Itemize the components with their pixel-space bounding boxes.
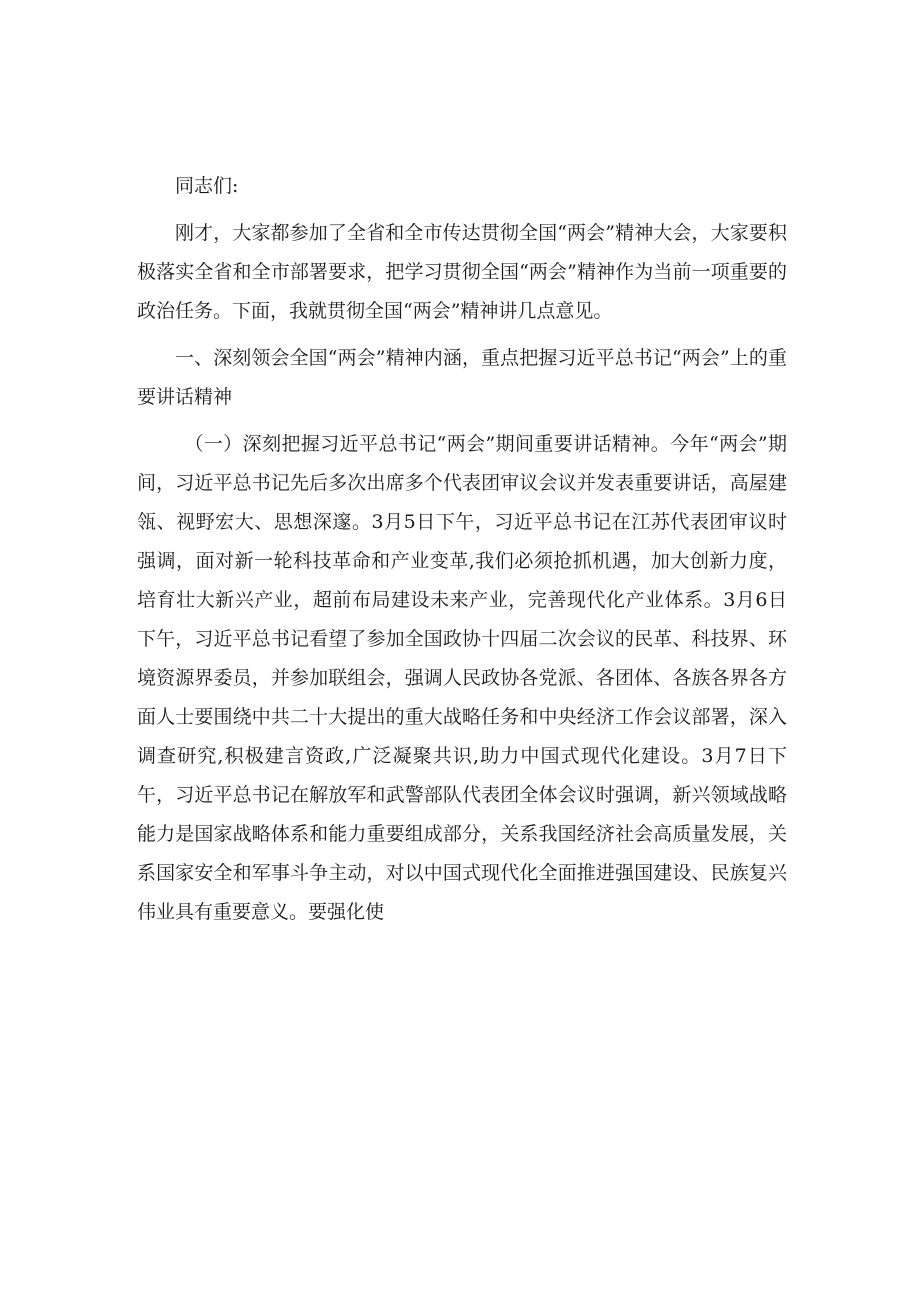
paragraph-intro: 刚才，大家都参加了全省和全市传达贯彻全国“两会”精神大会，大家要积极落实全省和全市部署要求，把学习贯彻全国“两会”精神作为当前一项重要的政治任务。下面，我就贯彻全国“两会”精神讲几点意见。 xyxy=(137,222,787,322)
salutation: 同志们: xyxy=(175,175,239,197)
section-heading-one: 一、深刻领会全国“两会”精神内涵，重点把握习近平总书记“两会”上的重要讲话精神 xyxy=(137,347,787,408)
document-body xyxy=(137,167,787,940)
paragraph-subsection-one: （一）深刻把握习近平总书记“两会”期间重要讲话精神。今年“两会”期间，习近平总书记先后多次出席多个代表团审议会议并发表重要讲话，高屋建瓴、视野宏大、思想深邃。3月5日下午，习近平总书记在江苏代表团审议时强调，面对新一轮科技革命和产业变革,我们必须抢抓机遇，加大创新力度，培育壮大新兴产业，超前布局建设未来产业，完善现代化产业体系。3月6日下午，习近平总书记看望了参加全国政协十四届二次会议的民革、科技界、环境资源界委员，并参加联组会，强调人民政协各党派、各团体、各族各界各方面人士要围绕中共二十大提出的重大战略任务和中央经济工作会议部署，深入调查研究,积极建言资政,广泛凝聚共识,助力中国式现代化建设。3月7日下午，习近平总书记在解放军和武警部队代表团全体会议时强调，新兴领域战略能力是国家战略体系和能力重要组成部分，关系我国经济社会高质量发展，关系国家安全和军事斗争主动，对以中国式现代化全面推进强国建设、民族复兴伟业具有重要意义。要强化使 xyxy=(137,433,787,923)
